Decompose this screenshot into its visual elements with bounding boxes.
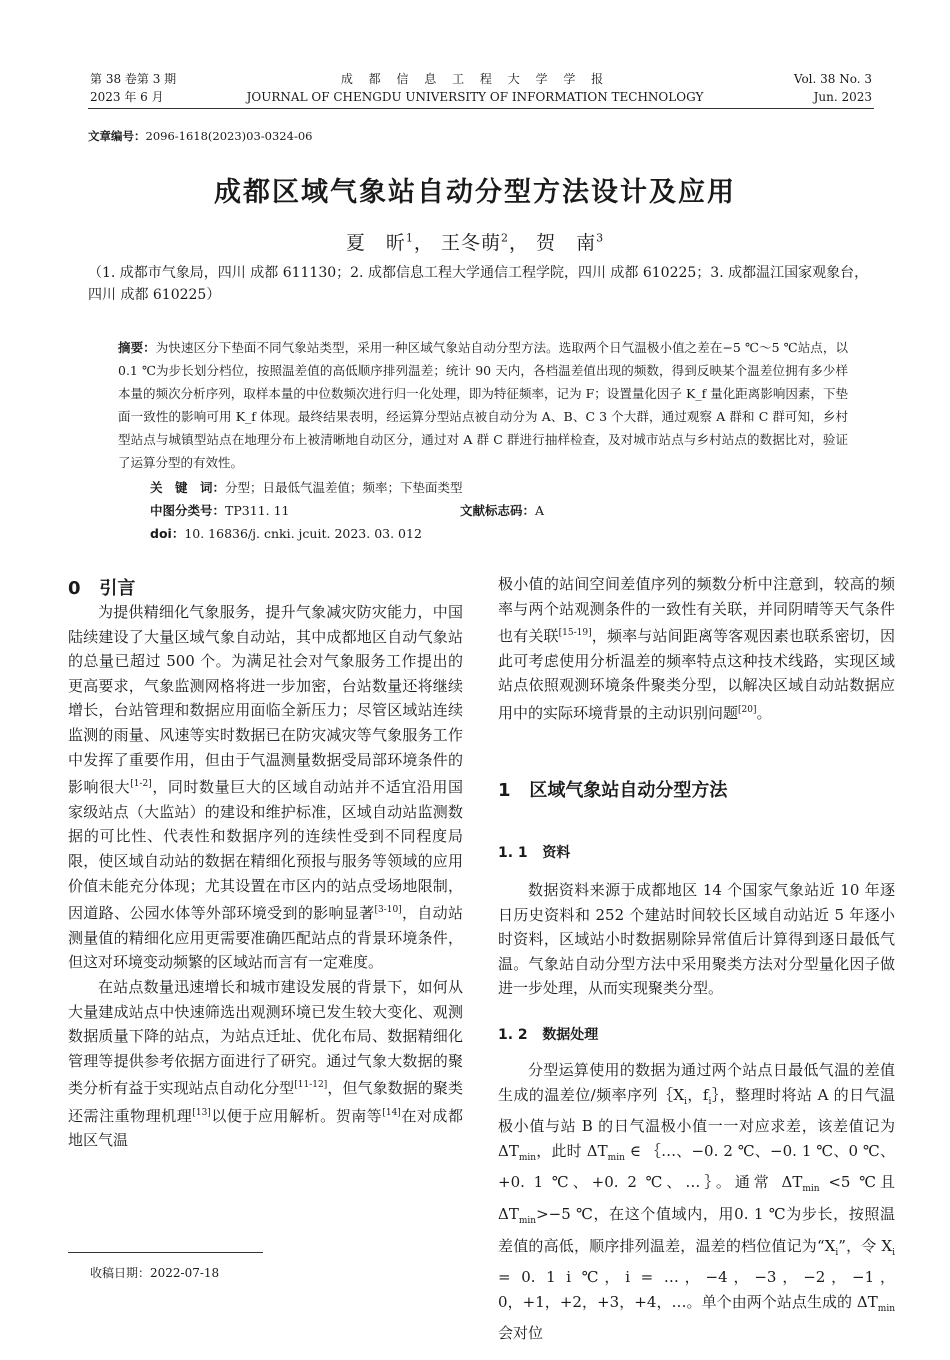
abstract-label: 摘要：	[118, 340, 156, 355]
text-run: >−5 ℃，在这个值域内，用0. 1 ℃为步长，按照温差值的高低，顺序排列温差，温差的档位值记为“X	[498, 1204, 895, 1255]
data-source-paragraph: 数据资料来源于成都地区 14 个国家气象站近 10 年逐日历史资料和 252 个建站时间较长区域自动站近 5 年逐小时资料，区域站小时数据剔除异常值后计算得到逐日最低气温。气象站自动分型方法中采用聚类方法对分型量化因子做进一步处理，从而实现聚类分型。	[498, 881, 895, 998]
subsection-title: 数据处理	[542, 1027, 599, 1043]
doi-label: doi：	[150, 526, 185, 541]
author-name: 王冬萌	[440, 232, 501, 254]
subscript: min	[802, 1184, 820, 1195]
processing-block	[498, 1058, 895, 1346]
document-code-value: A	[535, 503, 545, 518]
subscript: i	[835, 1247, 839, 1258]
article-number-value: 2096-1618(2023)03-0324-06	[145, 129, 313, 143]
author-name: 夏 昕	[345, 232, 406, 254]
classification-label: 中图分类号：	[150, 503, 226, 518]
left-column	[68, 600, 463, 1153]
processing-paragraph	[498, 1058, 895, 1346]
right-column-top	[498, 572, 895, 726]
doi-value: 10. 16836/j. cnki. jcuit. 2023. 03. 012	[184, 526, 422, 541]
author-affil-mark: 2	[501, 231, 509, 245]
text-run: ∈ ｛…、−0. 2 ℃、−0. 1 ℃、0 ℃、+0. 1 ℃、+0. 2 ℃、…｝。通常 ΔT	[498, 1141, 896, 1192]
abstract-text: 为快速区分下垫面不同气象站类型，采用一种区域气象站自动分型方法。选取两个日气温极小值之差在−5 ℃～5 ℃站点，以0.1 ℃为步长划分档位，按照温差值的高低顺序排列温差；统计 90 天内，各档温差值出现的频数，得到反映某个温差位拥有多少样本量的频次分析序列，取样本量的中位数频次进行归一化处理，即为特征频率，记为 F；设置量化因子 K_f 量化距离影响因素，下垫面一致性的影响可用 K_f 体现。最终结果表明，经运算分型站点被自动分为 A、B、C 3 个大群，通过观察 A 群和 C 群可知，乡村型站点与城镇型站点在地理分布上被清晰地自动区分，通过对 A 群 C 群进行抽样检查，及对城市站点与乡村站点的数据比对，验证了运算分型的有效性。	[118, 340, 848, 470]
text-run: ，频率与站间距离等客观因素也联系密切，因此可考虑使用分析温差的频率特点这种技术线路，实现区域站点依照观测环境条件聚类分型，以解决区域自动站数据应用中的实际环境背景的主动识别问题	[498, 627, 895, 722]
section-number: 1	[498, 780, 511, 801]
text-run: 极小值的站间空间差值序列的频数分析中注意到，较高的频率与两个站观测条件的一致性有关联，并同阴晴等天气条件也有关联	[498, 575, 895, 646]
subscript: min	[518, 1215, 537, 1226]
intro-paragraph-1	[68, 600, 463, 975]
citation: [1-2]	[130, 779, 152, 790]
text-run: <5 ℃且 ΔT	[498, 1173, 895, 1223]
received-date-footnote: 收稿日期：2022-07-18	[90, 1266, 220, 1280]
publish-date: 2023 年 6 月	[90, 90, 164, 104]
text-run: ”，令 X	[838, 1236, 893, 1255]
subscript: min	[607, 1152, 625, 1163]
abstract	[118, 336, 848, 474]
subsection-title: 资料	[542, 845, 571, 861]
article-number-label: 文章编号：	[88, 129, 146, 143]
document-code	[460, 501, 544, 519]
subscript: i	[892, 1247, 895, 1258]
text-run: ，f	[686, 1085, 709, 1104]
author-affil-mark: 1	[405, 231, 414, 245]
subscript: min	[877, 1303, 895, 1314]
subscript: i	[684, 1096, 687, 1107]
keywords-text: 分型；日最低气温差值；频率；下垫面类型	[225, 480, 463, 495]
subscript: min	[518, 1152, 537, 1163]
classification-number	[150, 501, 289, 519]
subsection-number: 1. 1	[498, 845, 528, 861]
keywords-label: 关 键 词：	[150, 480, 226, 495]
citation: [3-10]	[374, 905, 402, 916]
volume-en: Vol. 38 No. 3	[793, 72, 872, 86]
text-run: 以便于应用解析。贺南等	[210, 1106, 383, 1125]
subsection-heading-processing	[498, 1024, 598, 1044]
journal-name-cn: 成 都 信 息 工 程 大 学 学 报	[340, 72, 610, 86]
section-number: 0	[68, 578, 81, 599]
doi	[150, 524, 422, 542]
author-affil-mark: 3	[596, 231, 605, 245]
classification-value: TP311. 11	[225, 503, 290, 518]
date-en: Jun. 2023	[813, 90, 872, 104]
text-run: ，自动站测量值的精细化应用更需要准确匹配站点的背景环境条件，但这对环境变动频繁的区域站而言有一定难度。	[68, 904, 463, 972]
subscript: i	[708, 1096, 712, 1107]
text-run: ｝，整理时将站 A 的日气温极小值与站 B 的日气温极小值一一对应求差，该差值记为 ΔT	[498, 1085, 895, 1160]
citation: [15-19]	[558, 628, 592, 639]
text-run: 在对成都地区气温	[68, 1106, 463, 1150]
affiliations: （1. 成都市气象局，四川 成都 611130；2. 成都信息工程大学通信工程学院，四川 成都 610225；3. 成都温江国家观象台，四川 成都 610225）	[88, 265, 869, 303]
citation: [13]	[192, 1107, 211, 1118]
data-source-block	[498, 878, 895, 1001]
text-run: = 0. 1 i ℃，i = …，−4，−3，−2，−1，0，+1，+2，+3，+4，…。单个由两个站点生成的 ΔT	[498, 1268, 895, 1311]
header-divider	[88, 108, 874, 109]
keywords	[150, 478, 463, 496]
citation: [20]	[738, 704, 757, 715]
document-code-label: 文献标志码：	[460, 503, 536, 518]
text-run: 在站点数量迅速增长和城市建设发展的背景下，如何从大量建成站点中快速筛选出观测环境已发生较大变化、观测数据质量下降的站点，为站点迁址、优化布局、数据精细化管理等提供参考依据方面进行了研究。通过气象大数据的聚类分析有益于实现站点自动化分型	[68, 977, 463, 1098]
journal-name-en: JOURNAL OF CHENGDU UNIVERSITY OF INFORMATION TECHNOLOGY	[246, 90, 704, 104]
citation: [11-12]	[294, 1080, 328, 1091]
footnote-divider	[68, 1252, 263, 1253]
subsection-number: 1. 2	[498, 1027, 528, 1043]
text-run: 为提供精细化气象服务，提升气象减灾防灾能力，中国陆续建设了大量区域气象自动站，其中成都地区自动气象站的总量已超过 500 个。为满足社会对气象服务工作提出的更高要求，气象监测网格将进一步加密，台站数量还将继续增长，台站管理和数据应用面临全新压力；尽管区域站连续监测的雨量、风速等实时数据已在防灾减灾等气象服务工作中发挥了重要作用，但由于气温测量数据受局部环境条件的影响很大	[68, 603, 463, 797]
text-run: 。	[756, 703, 772, 722]
journal-volume-en	[794, 70, 872, 106]
citation: [14]	[382, 1107, 401, 1118]
section-heading-intro	[68, 574, 135, 600]
article-number	[88, 128, 312, 144]
section-title: 区域气象站自动分型方法	[529, 780, 728, 801]
text-run: ，但气象数据的聚类还需注重物理机理	[68, 1079, 463, 1125]
volume-issue: 第 38 卷第 3 期	[90, 72, 177, 86]
author-separator: ，	[413, 232, 434, 254]
intro-paragraph-2	[68, 975, 463, 1153]
author-name: 贺 南	[536, 232, 597, 254]
text-run: ，此时 ΔT	[536, 1141, 608, 1160]
paper-title: 成都区域气象站自动分型方法设计及应用	[214, 177, 736, 208]
text-run: 会对位	[498, 1324, 544, 1343]
intro-paragraph-continued	[498, 572, 895, 726]
text-run: ，同时数量巨大的区域自动站并不适宜沿用国家级站点（大监站）的建设和维护标准，区域自动站监测数据的可比性、代表性和数据序列的连续性受到不同程度局限，使区域自动站的数据在精细化预报与服务等领域的应用价值未能充分体现；尤其设置在市区内的站点受场地限制，因道路、公园水体等外部环境受到的影响显著	[68, 778, 463, 923]
author-separator: ，	[509, 232, 530, 254]
section-title: 引言	[99, 578, 136, 599]
text-run: 分型运算使用的数据为通过两个站点日最低气温的差值生成的温差位/频率序列｛X	[498, 1061, 895, 1104]
author-list	[0, 228, 950, 255]
section-heading-method	[498, 776, 727, 802]
subsection-heading-data	[498, 842, 570, 862]
